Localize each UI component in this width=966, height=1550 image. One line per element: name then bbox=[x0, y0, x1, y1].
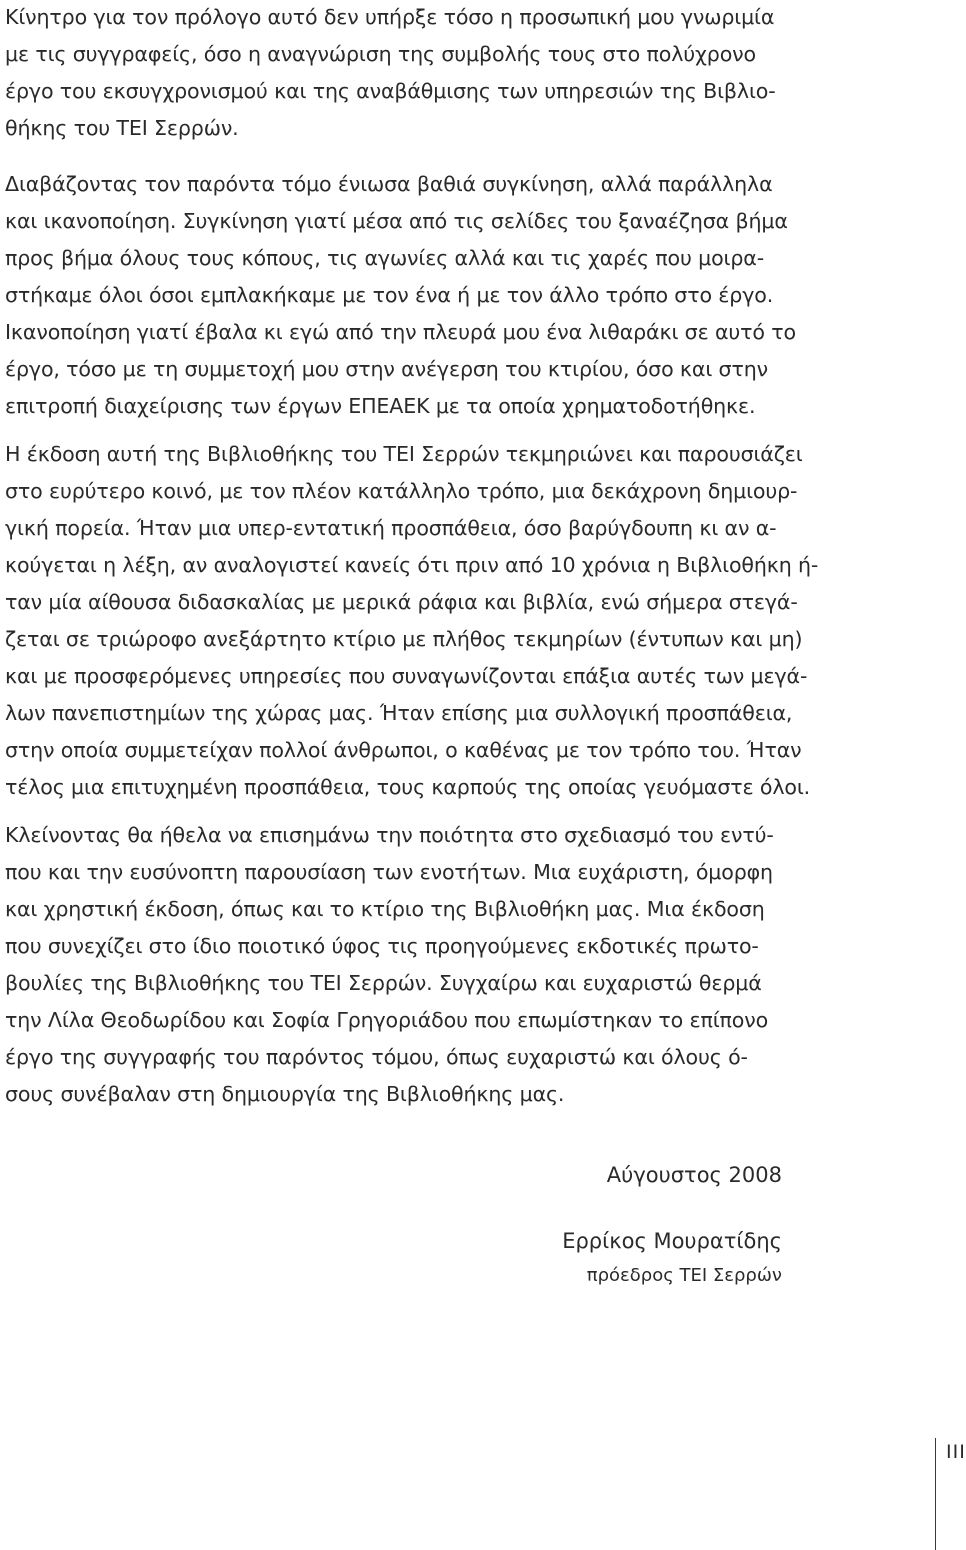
text-line: έργο της συγγραφής του παρόντος τόμου, όπως ευχαριστώ και όλους ό- bbox=[5, 1045, 748, 1069]
text-line: έργο του εκσυγχρονισμού και της αναβάθμισης των υπηρεσιών της Βιβλιο- bbox=[5, 79, 776, 103]
text-line: στήκαμε όλοι όσοι εμπλακήκαμε με τον ένα ή με τον άλλο τρόπο στο έργο. bbox=[5, 283, 774, 307]
text-line: Διαβάζοντας τον παρόντα τόμο ένιωσα βαθιά συγκίνηση, αλλά παράλληλα bbox=[5, 172, 773, 196]
text-line: και ικανοποίηση. Συγκίνηση γιατί μέσα από τις σελίδες του ξαναέζησα βήμα bbox=[5, 209, 788, 233]
text-line: βουλίες της Βιβλιοθήκης του ΤΕΙ Σερρών. Συγχαίρω και ευχαριστώ θερμά bbox=[5, 971, 762, 995]
text-line: Κλείνοντας θα ήθελα να επισημάνω την ποιότητα στο σχεδιασμό του εντύ- bbox=[5, 823, 774, 847]
signature-role: πρόεδρος ΤΕΙ Σερρών bbox=[586, 1265, 782, 1286]
text-line: σους συνέβαλαν στη δημιουργία της Βιβλιοθήκης μας. bbox=[5, 1082, 565, 1106]
text-line: που συνεχίζει στο ίδιο ποιοτικό ύφος τις προηγούμενες εκδοτικές πρωτο- bbox=[5, 934, 759, 958]
page-number-divider bbox=[935, 1438, 936, 1550]
text-line: λων πανεπιστημίων της χώρας μας. Ήταν επίσης μια συλλογική προσπάθεια, bbox=[5, 701, 793, 725]
signature-name: Ερρίκος Μουρατίδης bbox=[562, 1229, 782, 1253]
text-line: Η έκδοση αυτή της Βιβλιοθήκης του ΤΕΙ Σερρών τεκμηριώνει και παρουσιάζει bbox=[5, 442, 803, 466]
text-line: έργο, τόσο με τη συμμετοχή μου στην ανέγερση του κτιρίου, όσο και στην bbox=[5, 357, 768, 381]
text-line: την Λίλα Θεοδωρίδου και Σοφία Γρηγοριάδου που επωμίστηκαν το επίπονο bbox=[5, 1008, 769, 1032]
page-number: III bbox=[946, 1441, 966, 1463]
text-line: θήκης του ΤΕΙ Σερρών. bbox=[5, 116, 239, 140]
text-line: Ικανοποίηση γιατί έβαλα κι εγώ από την πλευρά μου ένα λιθαράκι σε αυτό το bbox=[5, 320, 796, 344]
text-line: και με προσφερόμενες υπηρεσίες που συναγωνίζονται επάξια αυτές των μεγά- bbox=[5, 664, 808, 688]
text-line: ταν μία αίθουσα διδασκαλίας με μερικά ράφια και βιβλία, ενώ σήμερα στεγά- bbox=[5, 590, 798, 614]
text-line: που και την ευσύνοπτη παρουσίαση των ενοτήτων. Μια ευχάριστη, όμορφη bbox=[5, 860, 773, 884]
text-line: ζεται σε τριώροφο ανεξάρτητο κτίριο με πλήθος τεκμηρίων (έντυπων και μη) bbox=[5, 627, 803, 651]
text-line: στην οποία συμμετείχαν πολλοί άνθρωποι, ο καθένας με τον τρόπο του. Ήταν bbox=[5, 738, 802, 762]
text-line: επιτροπή διαχείρισης των έργων ΕΠΕΑΕΚ με τα οποία χρηματοδοτήθηκε. bbox=[5, 394, 756, 418]
text-line: στο ευρύτερο κοινό, με τον πλέον κατάλληλο τρόπο, μια δεκάχρονη δημιουρ- bbox=[5, 479, 798, 503]
text-line: και χρηστική έκδοση, όπως και το κτίριο της Βιβλιοθήκη μας. Μια έκδοση bbox=[5, 897, 765, 921]
text-line: τέλος μια επιτυχημένη προσπάθεια, τους καρπούς της οποίας γευόμαστε όλοι. bbox=[5, 775, 811, 799]
text-line: με τις συγγραφείς, όσο η αναγνώριση της συμβολής τους στο πολύχρονο bbox=[5, 42, 756, 66]
signature-date: Αύγουστος 2008 bbox=[606, 1163, 782, 1187]
text-line: κούγεται η λέξη, αν αναλογιστεί κανείς ότι πριν από 10 χρόνια η Βιβλιοθήκη ή- bbox=[5, 553, 819, 577]
text-line: προς βήμα όλους τους κόπους, τις αγωνίες αλλά και τις χαρές που μοιρα- bbox=[5, 246, 764, 270]
text-line: Κίνητρο για τον πρόλογο αυτό δεν υπήρξε τόσο η προσωπική μου γνωριμία bbox=[5, 5, 775, 29]
text-line: γική πορεία. Ήταν μια υπερ-εντατική προσπάθεια, όσο βαρύγδουπη κι αν α- bbox=[5, 516, 777, 540]
